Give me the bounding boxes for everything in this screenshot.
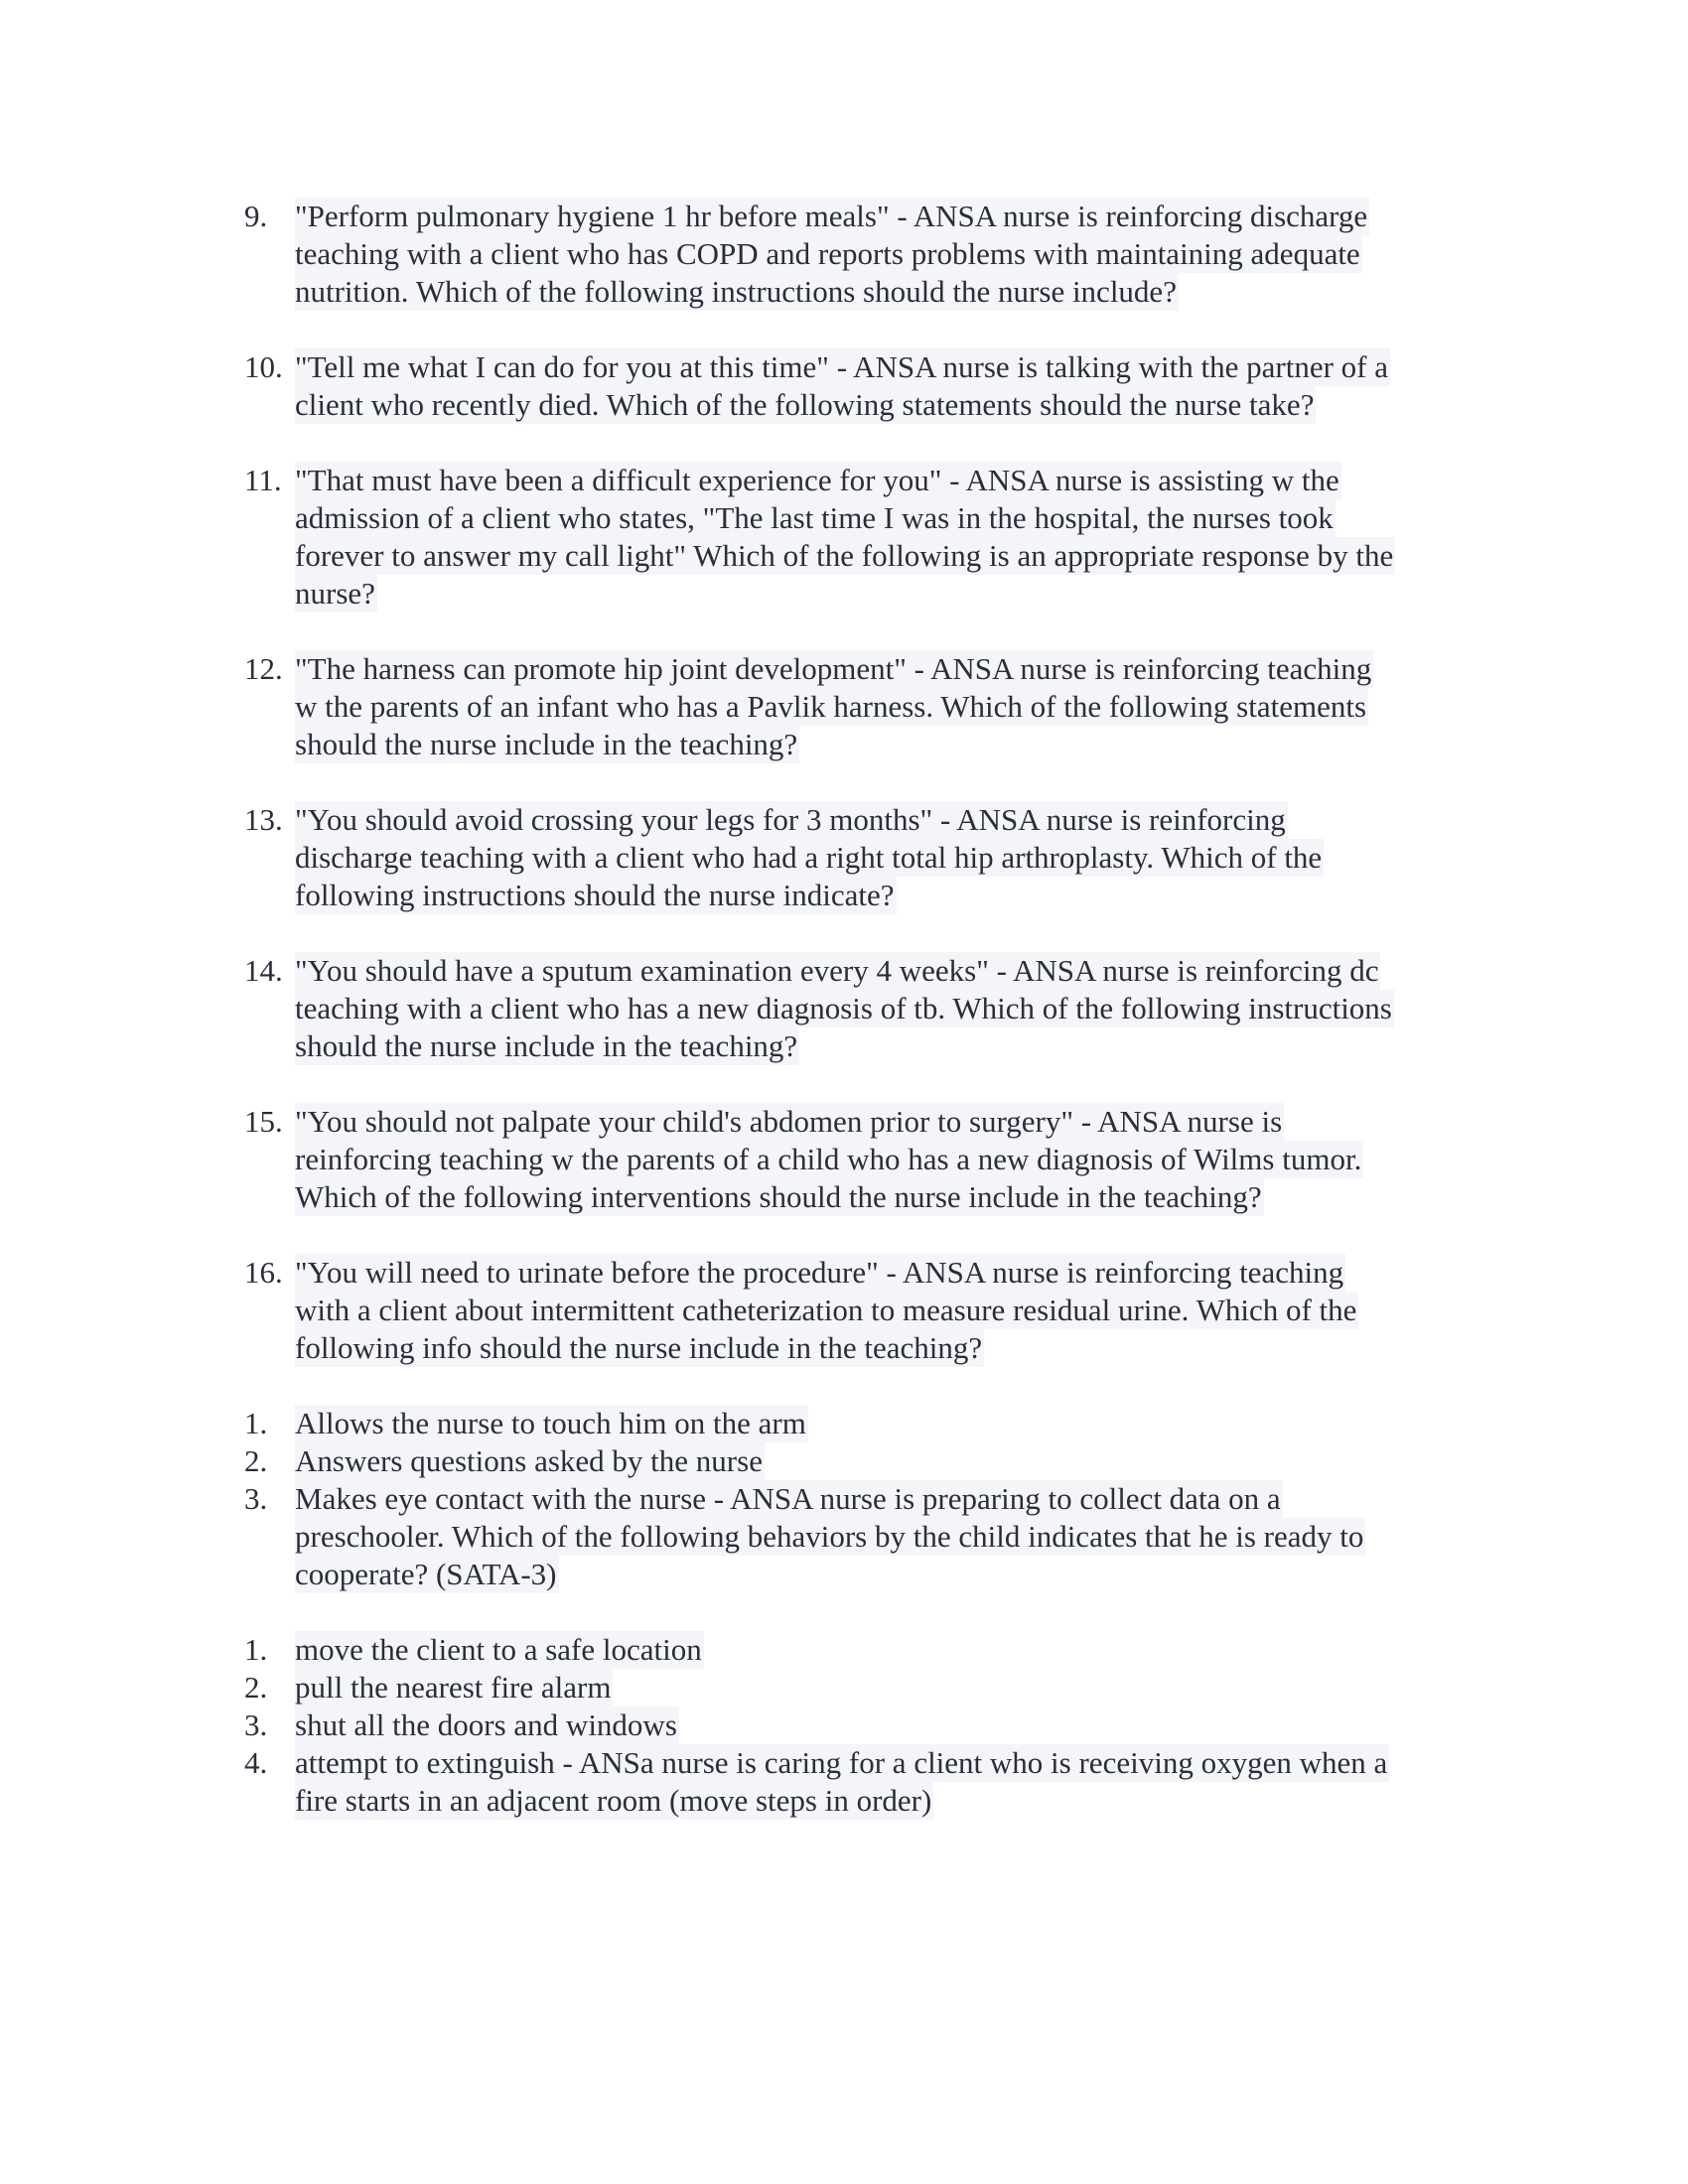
list-item (0, 1669, 1688, 1706)
question-text-line: "You should not palpate your child's abdomen prior to surgery" - ANSA nurse is (295, 1104, 1283, 1139)
list-item (0, 1631, 1688, 1669)
question-text-line: "The harness can promote hip joint development" - ANSA nurse is reinforcing teaching (295, 651, 1372, 686)
question-number: 11. (244, 463, 282, 497)
list-text-line: cooperate? (SATA-3) (295, 1557, 557, 1591)
question-11 (0, 462, 1688, 613)
question-12 (0, 650, 1688, 763)
question-number: 12. (244, 651, 283, 686)
question-10 (0, 348, 1688, 424)
fire-steps-list (0, 1631, 1688, 1820)
question-text-line: should the nurse include in the teaching? (295, 1028, 798, 1063)
question-number: 10. (244, 349, 283, 384)
question-text-line: with a client about intermittent catheterization to measure residual urine. Which of the (295, 1293, 1357, 1327)
list-item (0, 1706, 1688, 1744)
question-text-line: discharge teaching with a client who had a right total hip arthroplasty. Which of the (295, 840, 1323, 875)
list-number: 1. (244, 1406, 268, 1440)
question-text-line: "Tell me what I can do for you at this time" - ANSA nurse is talking with the partner of a (295, 349, 1389, 384)
question-9 (0, 198, 1688, 311)
question-text-line: forever to answer my call light" Which of the following is an appropriate response by the (295, 538, 1394, 573)
question-text-line: w the parents of an infant who has a Pavlik harness. Which of the following statements (295, 689, 1367, 724)
list-text-line: preschooler. Which of the following behaviors by the child indicates that he is ready to (295, 1519, 1364, 1554)
question-text-line: teaching with a client who has a new diagnosis of tb. Which of the following instructions (295, 991, 1392, 1025)
question-text-line: "You should avoid crossing your legs for 3 months" - ANSA nurse is reinforcing (295, 802, 1286, 837)
question-text-line: following instructions should the nurse indicate? (295, 878, 895, 912)
question-text-line: following info should the nurse include in the teaching? (295, 1330, 983, 1365)
question-text-line: nutrition. Which of the following instructions should the nurse include? (295, 274, 1177, 309)
question-text-line: teaching with a client who has COPD and reports problems with maintaining adequate (295, 236, 1360, 271)
question-13 (0, 801, 1688, 914)
question-text-line: "You will need to urinate before the procedure" - ANSA nurse is reinforcing teaching (295, 1255, 1344, 1290)
list-text-line: pull the nearest fire alarm (295, 1670, 612, 1705)
list-item (0, 1480, 1688, 1518)
list-text-line: fire starts in an adjacent room (move steps in order) (295, 1783, 932, 1818)
question-text-line: "That must have been a difficult experience for you" - ANSA nurse is assisting w the (295, 463, 1339, 497)
list-text-line: Answers questions asked by the nurse (295, 1443, 763, 1478)
question-text-line: should the nurse include in the teaching? (295, 727, 798, 761)
list-text-line: attempt to extinguish - ANSa nurse is caring for a client who is receiving oxygen when a (295, 1745, 1388, 1780)
question-number: 9. (244, 199, 268, 233)
question-text-line: "You should have a sputum examination every 4 weeks" - ANSA nurse is reinforcing dc (295, 953, 1379, 988)
list-item (0, 1442, 1688, 1480)
list-text-line: Allows the nurse to touch him on the arm (295, 1406, 806, 1440)
list-text-line: shut all the doors and windows (295, 1707, 677, 1742)
question-text-line: nurse? (295, 576, 375, 611)
list-number: 2. (244, 1670, 268, 1705)
question-15 (0, 1103, 1688, 1216)
question-text-line: client who recently died. Which of the following statements should the nurse take? (295, 387, 1315, 422)
question-text-line: Which of the following interventions should the nurse include in the teaching? (295, 1179, 1262, 1214)
list-item (0, 1405, 1688, 1442)
question-number: 15. (244, 1104, 283, 1139)
list-item (0, 1744, 1688, 1782)
list-number: 3. (244, 1481, 268, 1516)
list-number: 4. (244, 1745, 268, 1780)
question-14 (0, 952, 1688, 1065)
question-number: 13. (244, 802, 283, 837)
preschooler-behaviors-list (0, 1405, 1688, 1593)
question-text-line: "Perform pulmonary hygiene 1 hr before meals" - ANSA nurse is reinforcing discharge (295, 199, 1368, 233)
list-text-line: Makes eye contact with the nurse - ANSA nurse is preparing to collect data on a (295, 1481, 1281, 1516)
list-text-line: move the client to a safe location (295, 1632, 702, 1667)
question-16 (0, 1254, 1688, 1367)
question-number: 16. (244, 1255, 283, 1290)
question-text-line: admission of a client who states, "The last time I was in the hospital, the nurses took (295, 500, 1334, 535)
list-number: 3. (244, 1707, 268, 1742)
list-number: 2. (244, 1443, 268, 1478)
question-text-line: reinforcing teaching w the parents of a child who has a new diagnosis of Wilms tumor. (295, 1142, 1362, 1176)
question-number: 14. (244, 953, 283, 988)
list-number: 1. (244, 1632, 268, 1667)
